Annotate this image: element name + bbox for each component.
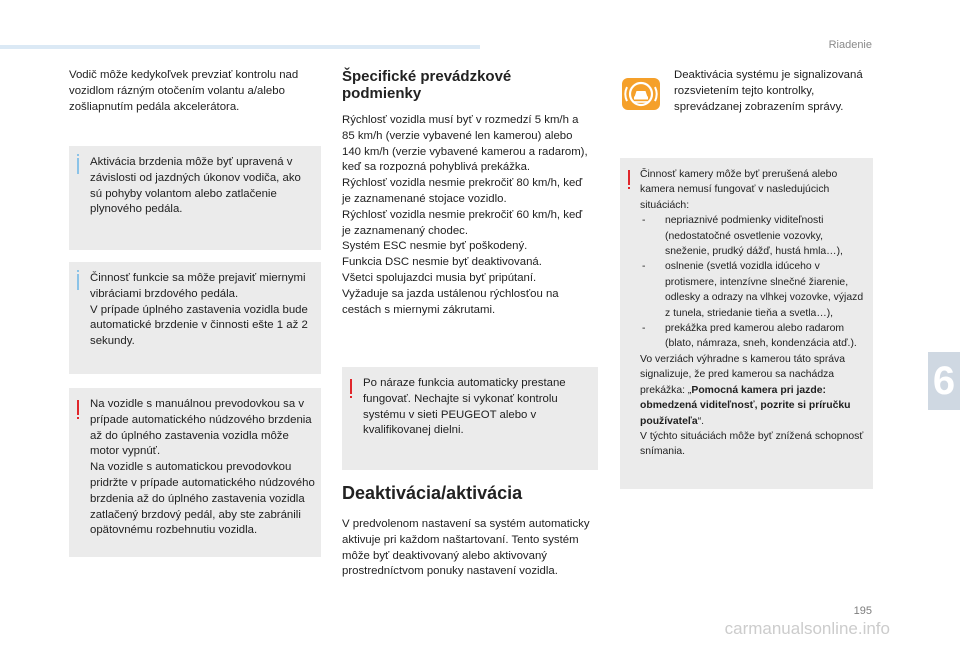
- chapter-tab: 6: [928, 352, 960, 410]
- page-number: 195: [853, 605, 872, 617]
- lamp-description: Deaktivácia systému je signalizovaná rozsvietením tejto kontrolky, sprevádzanej zobrazením správy.: [674, 69, 863, 113]
- info-box-2: Činnosť funkcie sa môže prejaviť miernymi vibráciami brzdového pedála. V prípade úplného zastavenia vozidla bude automatické brzdenie v činnosti ešte 1 až 2 sekundy.: [69, 262, 321, 374]
- condition-line: Systém ESC nesmie byť poškodený.: [342, 240, 528, 253]
- condition-line: Vyžaduje sa jazda ustálenou rýchlosťou na cestách s miernymi zákrutami.: [342, 287, 559, 316]
- heading-specific-conditions: Špecifické prevádzkové podmienky: [342, 68, 512, 102]
- condition-line: Rýchlosť vozidla nesmie prekročiť 60 km/h, keď je zaznamenaný chodec.: [342, 208, 583, 237]
- conditions-text: [342, 113, 594, 318]
- deactivation-text: V predvolenom nastavení sa systém automaticky aktivuje pri každom naštartovaní. Tento systém môže byť deaktivovaný alebo aktivovaný prostredníctvom ponuky nastavení vozidla.: [342, 518, 590, 578]
- condition-line: Funkcia DSC nesmie byť deaktivovaná.: [342, 256, 542, 269]
- info-icon: [77, 274, 79, 290]
- list-item: - prekážka pred kamerou alebo radarom (blato, námraza, sneh, kondenzácia atď.).: [640, 321, 867, 352]
- condition-line: Rýchlosť vozidla musí byť v rozmedzí 5 km/h a 85 km/h (verzie vybavené len kamerou) alebo 140 km/h (verzie vybavené kamerou a radarom), keď sa rozpozná pohyblivá prekážka.: [342, 114, 588, 174]
- warning-icon: [628, 170, 630, 185]
- intro-text: Vodič môže kedykoľvek prevziať kontrolu nad vozidlom rázným otočením volantu a/alebo zošliapnutím pedála akcelerátora.: [69, 69, 299, 113]
- condition-line: Rýchlosť vozidla nesmie prekročiť 80 km/h, keď je zaznamenané stojace vozidlo.: [342, 177, 583, 205]
- list-item: - oslnenie (svetlá vozidla idúceho v protismere, intenzívne slnečné žiarenie, odlesky a odrazy na vlhkej vozovke, výjazd z tunela, striedanie tieňa a svetla…),: [640, 259, 867, 321]
- section-title: Riadenie: [828, 39, 872, 51]
- warning-box-1: Na vozidle s manuálnou prevodovkou sa v prípade automatického núdzového brzdenia až do úplného zastavenia vozidla môže motor vypnúť. Na vozidle s automatickou prevodovkou pridržte v prípade automatického núdzového brzdenia až do úplného zastavenia vozidla zatlačený brzdový pedál, aby ste zabránili opätovnému rozbehnutiu vozidla.: [69, 388, 321, 557]
- list-item: - nepriaznivé podmienky viditeľnosti (nedostatočné osvetlenie vozovky, sneženie, prudký dážď, hustá hmla…),: [640, 213, 867, 259]
- header-bar: [0, 45, 480, 49]
- camera-situations-list: [640, 213, 867, 352]
- condition-line: Všetci spolujazdci musia byť pripútaní.: [342, 271, 537, 284]
- watermark: carmanualsonline.info: [724, 619, 890, 638]
- heading-deactivation: Deaktivácia/aktivácia: [342, 483, 523, 503]
- warning-box-3: Činnosť kamery môže byť prerušená alebo kamera nemusí fungovať v nasledujúcich situáciách: - nepriaznivé podmienky viditeľnosti (nedostatočné osvetlenie vozovky, sneženie, prudký dážď, hustá hmla…), - oslnenie (svetlá vozidla idúceho v protismere, intenzívne slnečné žiarenie, odlesky a odrazy na vlhkej vozovke, výjazd z tunela, striedanie tieňa a svetla…), - prekážka pred kamerou alebo radarom (blato, námraza, sneh, kondenzácia atď.). Vo verziách výhradne s kamerou táto správa signalizuje, že pred kamerou sa nachádza prekážka: „Pomocná kamera pri jazde: obmedzená viditeľnosť, pozrite si príručku používateľa“. V týchto situáciách môže byť znížená schopnosť snímania.: [620, 158, 873, 489]
- warning-icon: [350, 379, 352, 394]
- aeb-warning-lamp-icon: [621, 77, 661, 111]
- info-box-1: Aktivácia brzdenia môže byť upravená v závislosti od jazdných úkonov vodiča, ako sú pohyby volantom alebo zatlačenie plynového pedála.: [69, 146, 321, 250]
- warning-box-2: Po náraze funkcia automaticky prestane fungovať. Nechajte si vykonať kontrolu systému v sieti PEUGEOT alebo v kvalifikovanej dielni.: [342, 367, 598, 470]
- info-icon: [77, 158, 79, 174]
- warning-icon: [77, 400, 79, 415]
